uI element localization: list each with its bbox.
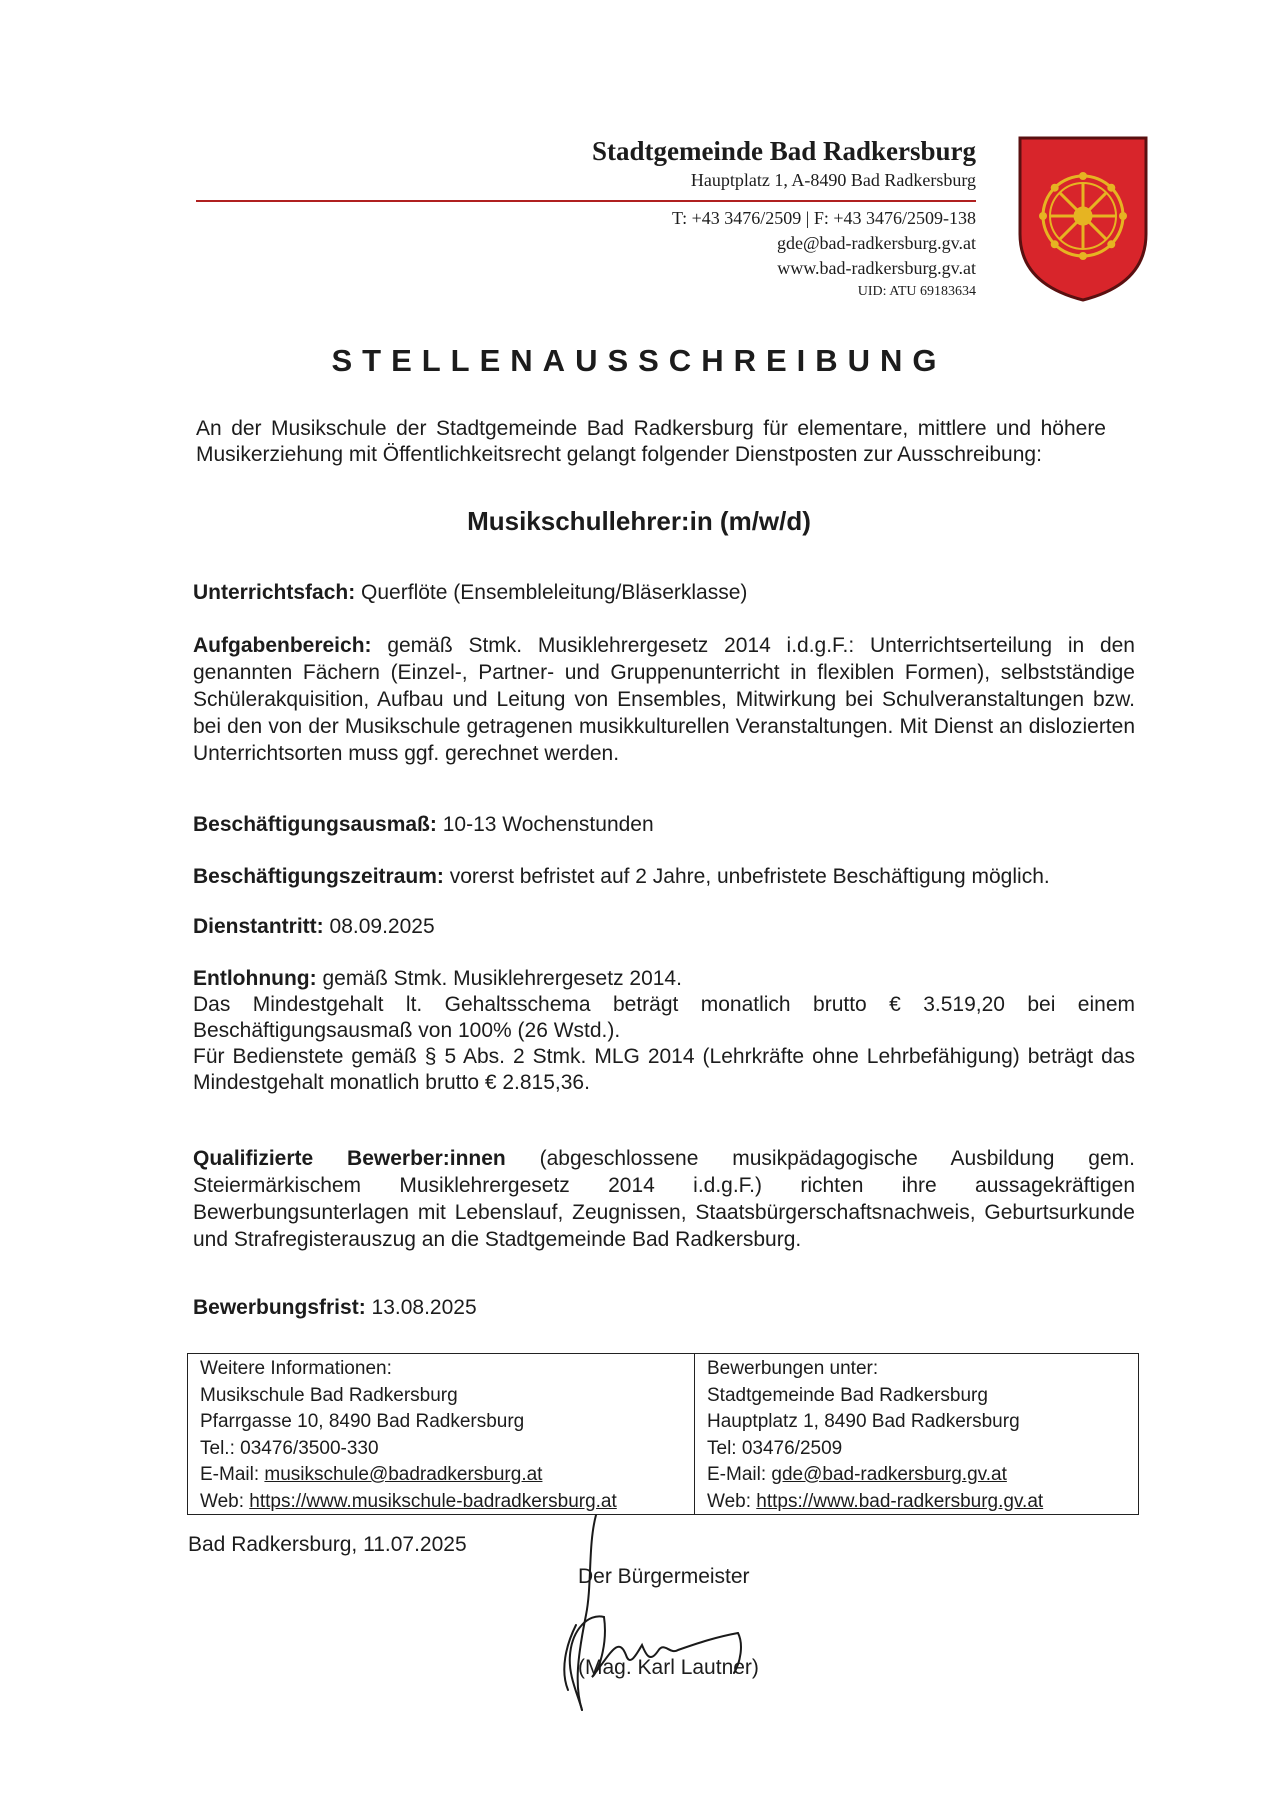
info-address: Pfarrgasse 10, 8490 Bad Radkersburg (200, 1411, 525, 1432)
tasks-label: Aufgabenbereich: (193, 634, 372, 657)
extent-value: 10-13 Wochenstunden (442, 813, 654, 836)
contact-info-column (188, 1354, 702, 1514)
section-start (193, 914, 1135, 940)
applicants-label: Qualifizierte Bewerber:innen (193, 1147, 506, 1170)
salary-no-qualification: Für Bedienstete gemäß § 5 Abs. 2 Stmk. MLG 2014 (Lehrkräfte ohne Lehrbefähigung) beträgt das Mindestgehalt monatlich brutto € 2.815,36. (193, 1045, 1135, 1094)
salary-value: gemäß Stmk. Musiklehrergesetz 2014. (322, 967, 682, 990)
apply-phone: Tel: 03476/2509 (707, 1437, 843, 1459)
letterhead-contact (476, 206, 976, 303)
coat-of-arms-icon (1016, 134, 1150, 304)
letterhead-uid: UID: ATU 69183634 (857, 284, 976, 299)
info-email-link[interactable]: musikschule@badradkersburg.at (264, 1464, 543, 1485)
deadline-value: 13.08.2025 (371, 1296, 477, 1319)
apply-name: Stadtgemeinde Bad Radkersburg (707, 1384, 988, 1406)
info-web-link[interactable]: https://www.musikschule-badradkersburg.at (249, 1490, 617, 1512)
salary-minimum: Das Mindestgehalt lt. Gehaltsschema beträgt monatlich brutto € 3.519,20 bei einem Beschäftigungsausmaß von 100% (26 Wstd.). (193, 993, 1135, 1042)
letterhead-divider (196, 200, 976, 202)
start-label: Dienstantritt: (193, 915, 324, 938)
signatory-title: Der Bürgermeister (578, 1565, 750, 1588)
signatory-name: (Mag. Karl Lautner) (578, 1656, 759, 1679)
deadline-label: Bewerbungsfrist: (193, 1296, 366, 1319)
start-value: 08.09.2025 (329, 915, 435, 938)
period-value: vorerst befristet auf 2 Jahre, unbefristete Beschäftigung möglich. (449, 865, 1050, 888)
apply-email-link[interactable]: gde@bad-radkersburg.gv.at (771, 1464, 1007, 1485)
apply-email-label: E-Mail: (707, 1464, 772, 1485)
section-tasks (193, 632, 1135, 767)
apply-email-row (707, 1462, 1138, 1489)
info-phone: Tel.: 03476/3500-330 (200, 1437, 379, 1459)
letterhead (456, 134, 976, 192)
apply-address: Hauptplatz 1, 8490 Bad Radkersburg (707, 1411, 1020, 1432)
info-heading: Weitere Informationen: (200, 1358, 392, 1379)
subject-label: Unterrichtsfach: (193, 581, 356, 604)
contact-table (187, 1353, 1139, 1515)
extent-label: Beschäftigungsausmaß: (193, 813, 437, 836)
info-email-row (200, 1462, 702, 1489)
contact-application-column (694, 1354, 1138, 1514)
period-label: Beschäftigungszeitraum: (193, 865, 444, 888)
info-web-label: Web: (200, 1490, 250, 1512)
section-salary (193, 966, 1135, 1096)
section-applicants (193, 1145, 1135, 1253)
salary-label: Entlohnung: (193, 967, 317, 990)
municipality-name: Stadtgemeinde Bad Radkersburg (591, 136, 976, 166)
apply-heading: Bewerbungen unter: (707, 1358, 879, 1379)
intro-paragraph: An der Musikschule der Stadtgemeinde Bad Radkersburg für elementare, mittlere und höhere Musikerziehung mit Öffentlichkeitsrecht gelangt folgender Dienstposten zur Ausschreibung: (196, 417, 1106, 466)
municipality-address: Hauptplatz 1, A-8490 Bad Radkersburg (690, 170, 976, 190)
letterhead-email: gde@bad-radkersburg.gv.at (776, 233, 976, 253)
letterhead-phone-fax: T: +43 3476/2509 | F: +43 3476/2509-138 (671, 208, 976, 228)
place-date: Bad Radkersburg, 11.07.2025 (188, 1533, 467, 1556)
section-period (193, 864, 1135, 890)
position-title: Musikschullehrer:in (m/w/d) (467, 506, 811, 536)
apply-web-row (707, 1489, 1138, 1516)
tasks-value: gemäß Stmk. Musiklehrergesetz 2014 i.d.g.F.: Unterrichtserteilung in den genannten Fächern (Einzel-, Partner- und Gruppenunterricht in flexiblen Formen), selbstständige Schülerakquisition, Aufbau und Leitung von Ensembles, Mitwirkung bei Schulveranstaltungen bzw. bei den von der Musikschule getragenen musikkulturellen Veranstaltungen. Mit Dienst an dislozierten Unterrichtsorten muss ggf. gerechnet werden. (193, 634, 1135, 765)
section-subject (193, 580, 1135, 606)
info-email-label: E-Mail: (200, 1464, 265, 1485)
info-name: Musikschule Bad Radkersburg (200, 1384, 458, 1406)
section-deadline (193, 1295, 1135, 1321)
letterhead-web: www.bad-radkersburg.gv.at (777, 258, 976, 278)
signature-icon (548, 1505, 768, 1720)
apply-web-link[interactable]: https://www.bad-radkersburg.gv.at (756, 1490, 1044, 1512)
applicants-value: (abgeschlossene musikpädagogische Ausbildung gem. Steiermärkischem Musiklehrergesetz 2014 i.d.g.F.) richten ihre aussagekräftigen Bewerbungsunterlagen mit Lebenslauf, Zeugnissen, Staatsbürgerschaftsnachweis, Geburtsurkunde und Strafregisterauszug an die Stadtgemeinde Bad Radkersburg. (193, 1147, 1135, 1251)
subject-value: Querflöte (Ensembleleitung/Bläserklasse) (361, 581, 748, 604)
section-extent (193, 812, 1135, 838)
apply-web-label: Web: (707, 1490, 757, 1512)
page-title: STELLENAUSSCHREIBUNG (331, 343, 947, 378)
